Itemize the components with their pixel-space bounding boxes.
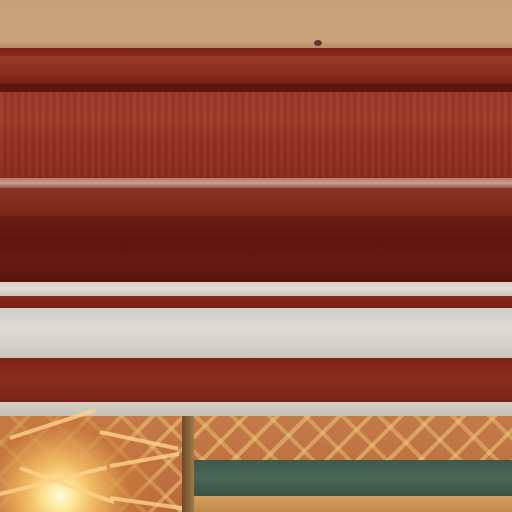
- lamp-frame-post: [182, 416, 194, 512]
- white-trim-wide: [0, 308, 512, 358]
- beam-upper-board: [0, 56, 512, 86]
- lamp-slat: [110, 452, 180, 468]
- lamp-slat: [110, 496, 190, 511]
- beam-lower-board: [0, 188, 512, 216]
- beam-highlight: [0, 178, 512, 188]
- white-trim-thin: [0, 282, 512, 296]
- ceiling: [0, 0, 512, 50]
- red-trim-band: [0, 358, 512, 402]
- red-trim-thin: [0, 296, 512, 308]
- beam-groove: [0, 84, 512, 92]
- beam-main-board: [0, 92, 512, 180]
- green-rail: [190, 460, 512, 496]
- lamp-slat: [100, 430, 179, 451]
- lattice-bottom-strip: [190, 496, 512, 512]
- beam-dark-band: [0, 216, 512, 282]
- ceiling-speck: [314, 40, 322, 46]
- lamp-glow: [0, 416, 200, 512]
